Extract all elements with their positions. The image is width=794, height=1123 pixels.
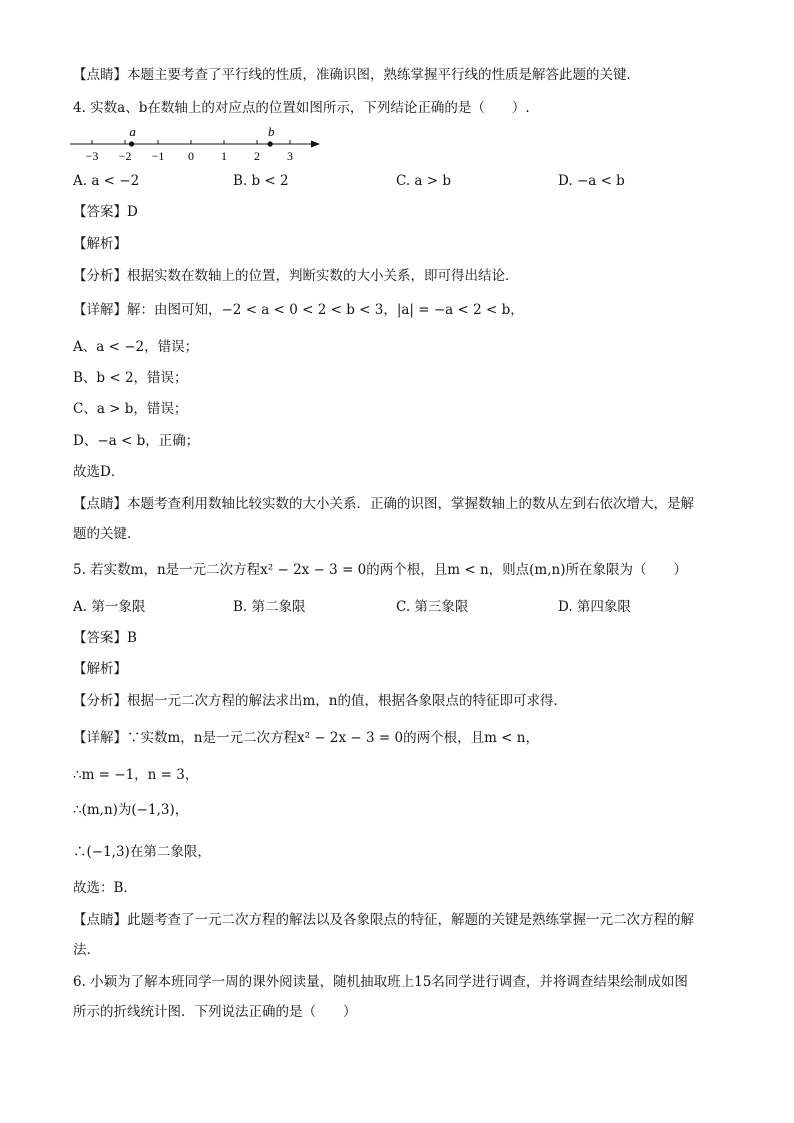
text-line-l2: 4. 实数a、b在数轴上的对应点的位置如图所示，下列结论正确的是（ ）. — [73, 100, 530, 116]
number-line-point-a — [129, 141, 134, 146]
tick-label: 0 — [188, 149, 194, 163]
option-q4d: D. −a < b — [558, 173, 625, 189]
text-line-l4: 【解析】 — [73, 236, 127, 252]
text-line-l20: ∴(m,n)为(−1,3)， — [73, 802, 189, 818]
tick-label: 1 — [221, 149, 227, 163]
text-line-l22: 故选：B． — [73, 880, 137, 896]
text-line-l14: 5. 若实数m，n是一元二次方程x² − 2x − 3 = 0的两个根，且m < n，则点(m,n)所在象限为（ ） — [73, 562, 687, 578]
text-line-l1: 【点睛】本题主要考查了平行线的性质，准确识图，熟练掌握平行线的性质是解答此题的关键． — [73, 67, 640, 83]
text-line-l17: 【分析】根据一元二次方程的解法求出m，n的值，根据各象限点的特征即可求得． — [73, 693, 567, 709]
text-line-l18: 【详解】∵实数m，n是一元二次方程x² − 2x − 3 = 0的两个根，且m < n， — [73, 730, 539, 746]
option-q5c: C. 第三象限 — [396, 599, 469, 615]
option-q5a: A. 第一象限 — [73, 599, 146, 615]
option-q4c: C. a > b — [396, 173, 452, 189]
tick-label: −1 — [151, 149, 165, 163]
option-q5d: D. 第四象限 — [558, 599, 631, 615]
text-line-l10: D、−a < b，正确； — [73, 433, 200, 449]
option-q4b: B. b < 2 — [233, 173, 289, 189]
text-line-l15: 【答案】B — [73, 630, 137, 646]
text-line-l6: 【详解】解：由图可知，−2 < a < 0 < 2 < b < 3，|a| = −a < 2 < b， — [73, 302, 524, 318]
text-line-l21: ∴(−1,3)在第二象限， — [73, 844, 211, 860]
tick-label: −2 — [118, 149, 132, 163]
number-line-arrow — [311, 141, 320, 148]
text-line-l13: 题的关键． — [73, 526, 141, 542]
number-line-point-b — [268, 141, 273, 146]
text-line-l7: A、a < −2，错误； — [73, 339, 199, 355]
option-q4a: A. a < −2 — [73, 173, 140, 189]
text-line-l12: 【点睛】本题考查利用数轴比较实数的大小关系．正确的识图，掌握数轴上的数从左到右依次增大，是解 — [73, 496, 694, 512]
text-line-l19: ∴m = −1，n = 3， — [73, 767, 199, 783]
tick-label: −3 — [85, 149, 99, 163]
text-line-l5: 【分析】根据实数在数轴上的位置，判断实数的大小关系，即可得出结论． — [73, 268, 519, 284]
number-line-point-a-label: a — [129, 126, 136, 139]
tick-label: 2 — [254, 149, 260, 163]
text-line-l24: 法． — [73, 942, 100, 958]
number-line-ticks — [86, 140, 293, 163]
tick-label: 3 — [287, 149, 293, 163]
text-line-l26: 所示的折线统计图．下列说法正确的是（ ） — [73, 1004, 357, 1020]
text-line-l25: 6. 小颖为了解本班同学一周的课外阅读量，随机抽取班上15名同学进行调查，并将调查结果绘制成如图 — [73, 974, 688, 990]
option-q5b: B. 第二象限 — [233, 599, 306, 615]
text-line-l9: C、a > b，错误； — [73, 401, 188, 417]
text-line-l16: 【解析】 — [73, 661, 127, 677]
text-line-l8: B、b < 2，错误； — [73, 370, 188, 386]
text-line-l23: 【点睛】此题考查了一元二次方程的解法以及各象限点的特征，解题的关键是熟练掌握一元二次方程的解 — [73, 912, 694, 928]
text-line-l3: 【答案】D — [73, 204, 138, 220]
number-line-figure — [68, 126, 328, 166]
number-line-point-b-label: b — [267, 126, 275, 139]
text-line-l11: 故选D． — [73, 464, 125, 480]
